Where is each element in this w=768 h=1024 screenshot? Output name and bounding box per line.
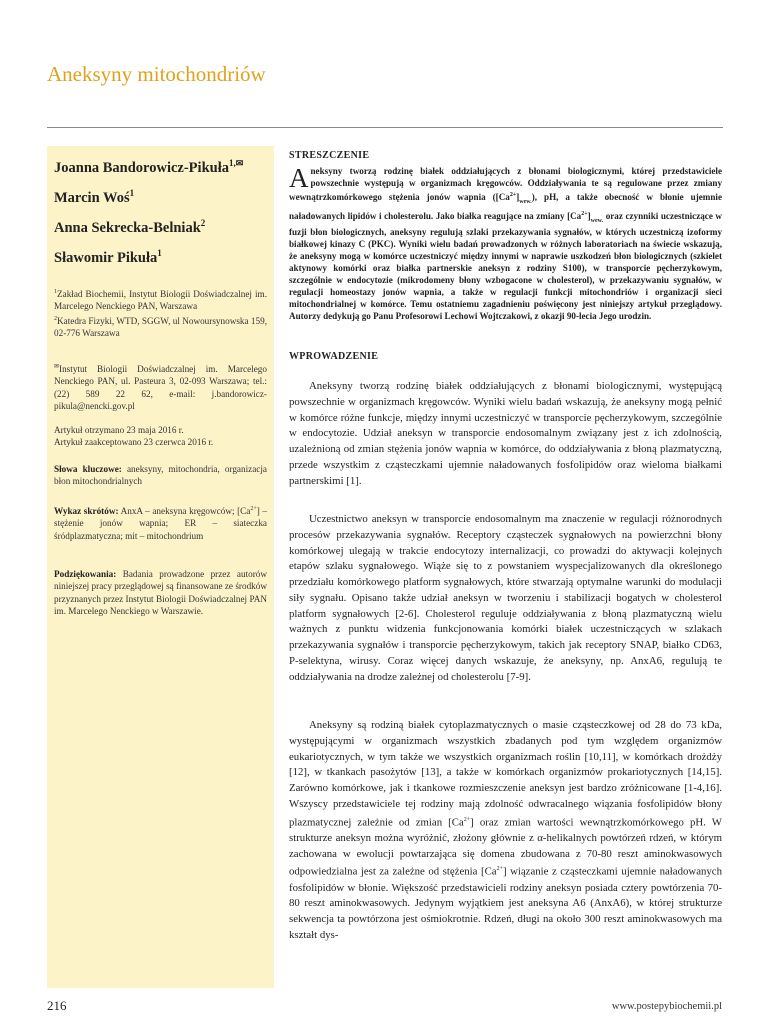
- keywords: Słowa kluczowe: aneksyny, mitochondria, organizacja błon mitochondrialnych: [54, 464, 268, 487]
- accepted-date: Artykuł zaakceptowano 23 czerwca 2016 r.: [54, 437, 214, 448]
- abstract-heading: STRESZCZENIE: [289, 150, 370, 161]
- received-date: Artykuł otrzymano 23 maja 2016 r.: [54, 425, 184, 435]
- intro-paragraph-2: Uczestnictwo aneksyn w transporcie endosomalnym ma znaczenie w regulacji różnorodnych procesów przekazywania sygnałów. Receptory cząsteczek sygnałowych na powierzchni błony komórkowej ulegają w trakcie endocytozy internalizacji, co prowadzi do aktywacji kolejnych etapów szlaku sygnałowego. Wiąże się to z powstaniem wyspecjalizowanych dla określonego przedziału komórkowego platform sygnałowych, które stwarzają optymalne warunki do modulacji siły sygnału. Opisano także udział aneksyn w tworzeniu i stabilizacji bogatych w cholesterol platform sygnałowych [2-6]. Cholesterol reguluje oddziaływania z błoną plazmatyczną wielu ważnych z punktu widzenia funkcjonowania komórki białek uczestniczących w szlakach przekazywania sygnałów i transporcie pęcherzykowym, takich jak receptory SNAP, białko CD63, P-selektyna, wirusy. Coraz więcej danych wskazuje, że aneksyny, np. AnxA6, regulują te oddziaływania na drodze zależnej od cholesterolu [7-9].: [289, 513, 722, 683]
- author-list: [54, 153, 269, 273]
- drop-cap: A: [289, 163, 309, 193]
- page-number: 216: [47, 998, 67, 1013]
- contact-address: ✉Instytut Biologii Doświadczalnej im. Marcelego Nenckiego PAN, ul. Pasteura 3, 02-093 Warszawa; tel.: (22) 589 22 62, e-mail: j.bandorowicz-pikula@nencki.gov.pl: [54, 364, 267, 412]
- envelope-icon: ✉: [54, 364, 60, 370]
- intro-paragraph-1: Aneksyny tworzą rodzinę białek oddziałujących z błonami biologicznymi, występującą powszechnie w organizmach kręgowców. Wyniki wielu badań wskazują, że aneksyny mogą pełnić w komórce różne funkcje, między innymi uczestniczyć w transporcie pęcherzykowym, szczególnie w endocytozie. Udział aneksyn w transporcie endosomalnym związany jest z ich zdolnością, uzależnioną od zmian stężenia jonów wapnia w komórce, do oddziaływania z błoną plazmatyczną, przede wszystkim z cząsteczkami ujemnie naładowanych fosfolipidów oraz wieloma białkami partnerskimi [1].: [289, 380, 722, 487]
- acknowledgements: Podziękowania: Badania prowadzone przez autorów niniejszej pracy przeglądowej są finansowane ze środków przyznanych przez Instytut Biologii Doświadczalnej PAN im. Marcelego Nenckiego w Warszawie.: [54, 569, 267, 617]
- article-dates: [54, 424, 267, 449]
- title-divider: [47, 127, 723, 128]
- affiliation-2: $^2$Katedra Fizyki, WTD, SGGW, ul Nowoursynowska 159, 02-776 Warszawa: [54, 315, 267, 339]
- author-3: Anna Sekrecka-Belniak$^2$: [54, 218, 206, 236]
- journal-url: www.postepybiochemii.pl: [611, 1001, 722, 1012]
- author-4: Sławomir Pikuła$^1$: [54, 248, 162, 266]
- affiliation-1: $^1$Zakład Biochemii, Instytut Biologii Doświadczalnej im. Marcelego Nenckiego PAN, Warszawa: [54, 289, 267, 312]
- intro-paragraph-3: Aneksyny są rodziną białek cytoplazmatycznych o masie cząsteczkowej od 28 do 73 kDa, występującymi w organizmach wszystkich zbadanych pod tym względem organizmów eukariotycznych, w tym także we wszystkich organizmach roślin [10,11], w komórkach drożdży [12], w tkankach pasożytów [13], a także w komórkach organizmów prokariotycznych [14,15]. Zarówno komórkowe, jak i tkankowe rozmieszczenie aneksyn jest bardzo zróżnicowane [1-4,16]. Wszyscy przedstawiciele tej rodziny mają zdolność odwracalnego wiązania fosfolipidów błony plazmatycznej zależnie od zmian $[Ca^{2+}]$ oraz zmian wartości wewnątrzkomórkowego pH. W strukturze aneksyn można wyróżnić, złożony głównie z α-helikalnych powtórzeń rdzeń, w którym zachowana w ewolucji powtarzająca się domena zbudowana z 70-80 reszt aminokwasowych odpowiedzialna jest za zależne od stężenia $[Ca^{2+}]$ wiązanie z cząsteczkami ujemnie naładowanych fosfolipidów w błonie. Większość przedstawicieli rodziny aneksyn posiada cztery powtórzenia 70-80 reszt aminokwasowych. Jedynym wyjątkiem jest aneksyna A6 (AnxA6), w której strukturze sekwencja ta powtórzona jest ośmiokrotnie. Rdzeń, długi na około 300 reszt aminokwasowych ma kształt dys-: [289, 719, 722, 941]
- abstract-text: Aneksyny tworzą rodzinę białek oddziałujących z błonami biologicznymi, której przedstawiciele powszechnie występują w organizmach kręgowców. Oddziaływania te są regulowane przez zmiany wewnątrzkomórkowego stężenia jonów wapnia $([Ca^{2+}]_{wew.})$, pH, a także obecność w błonie ujemnie naładowanych lipidów i cholesterolu. Jako białka reagujące na zmiany $[Ca^{2+}]_{wew.}$ oraz czynniki uczestniczące w fuzji błon biologicznych, aneksyny regulują szlaki przekazywania sygnałów, w których uczestniczą izoformy białkowej kinazy C (PKC). Wyniki wielu badań prowadzonych w różnych laboratoriach na świecie wskazują, że aneksyny mogą w komórce uczestniczyć między innymi w naprawie uszkodzeń błon biologicznych (szkielet aktynowy komórki oraz białka partnerskie aneksyn z rodziny S100), w transporcie pęcherzykowym, szczególnie w endocytozie (mikrodomeny błony wzbogacone w cholesterol), w przekazywaniu sygnałów, w regulacji homeostazy jonów wapnia, a także w regulacji funkcji mitochondriów i organizacji sieci mitochondrialnej w komórce. Temu ostatniemu zagadnieniu poświęcony jest niniejszy artykuł przeglądowy. Autorzy dedykują go Panu Profesorowi Lechowi Wojtczakowi, z okazji 90-lecia Jego urodzin.: [289, 163, 722, 321]
- affiliations: [54, 286, 267, 340]
- abbreviations: Wykaz skrótów: AnxA – aneksyna kręgowców; $[Ca^{2+}]$ – stężenie jonów wapnia; ER – siateczka śródplazmatyczna; mit – mitochondrium: [54, 506, 268, 541]
- article-title: Aneksyny mitochondriów: [47, 62, 266, 86]
- author-1: Joanna Bandorowicz-Pikuła$^{1,✉}$: [54, 158, 244, 176]
- author-2: Marcin Woś$^1$: [54, 188, 135, 206]
- intro-heading: WPROWADZENIE: [289, 351, 379, 362]
